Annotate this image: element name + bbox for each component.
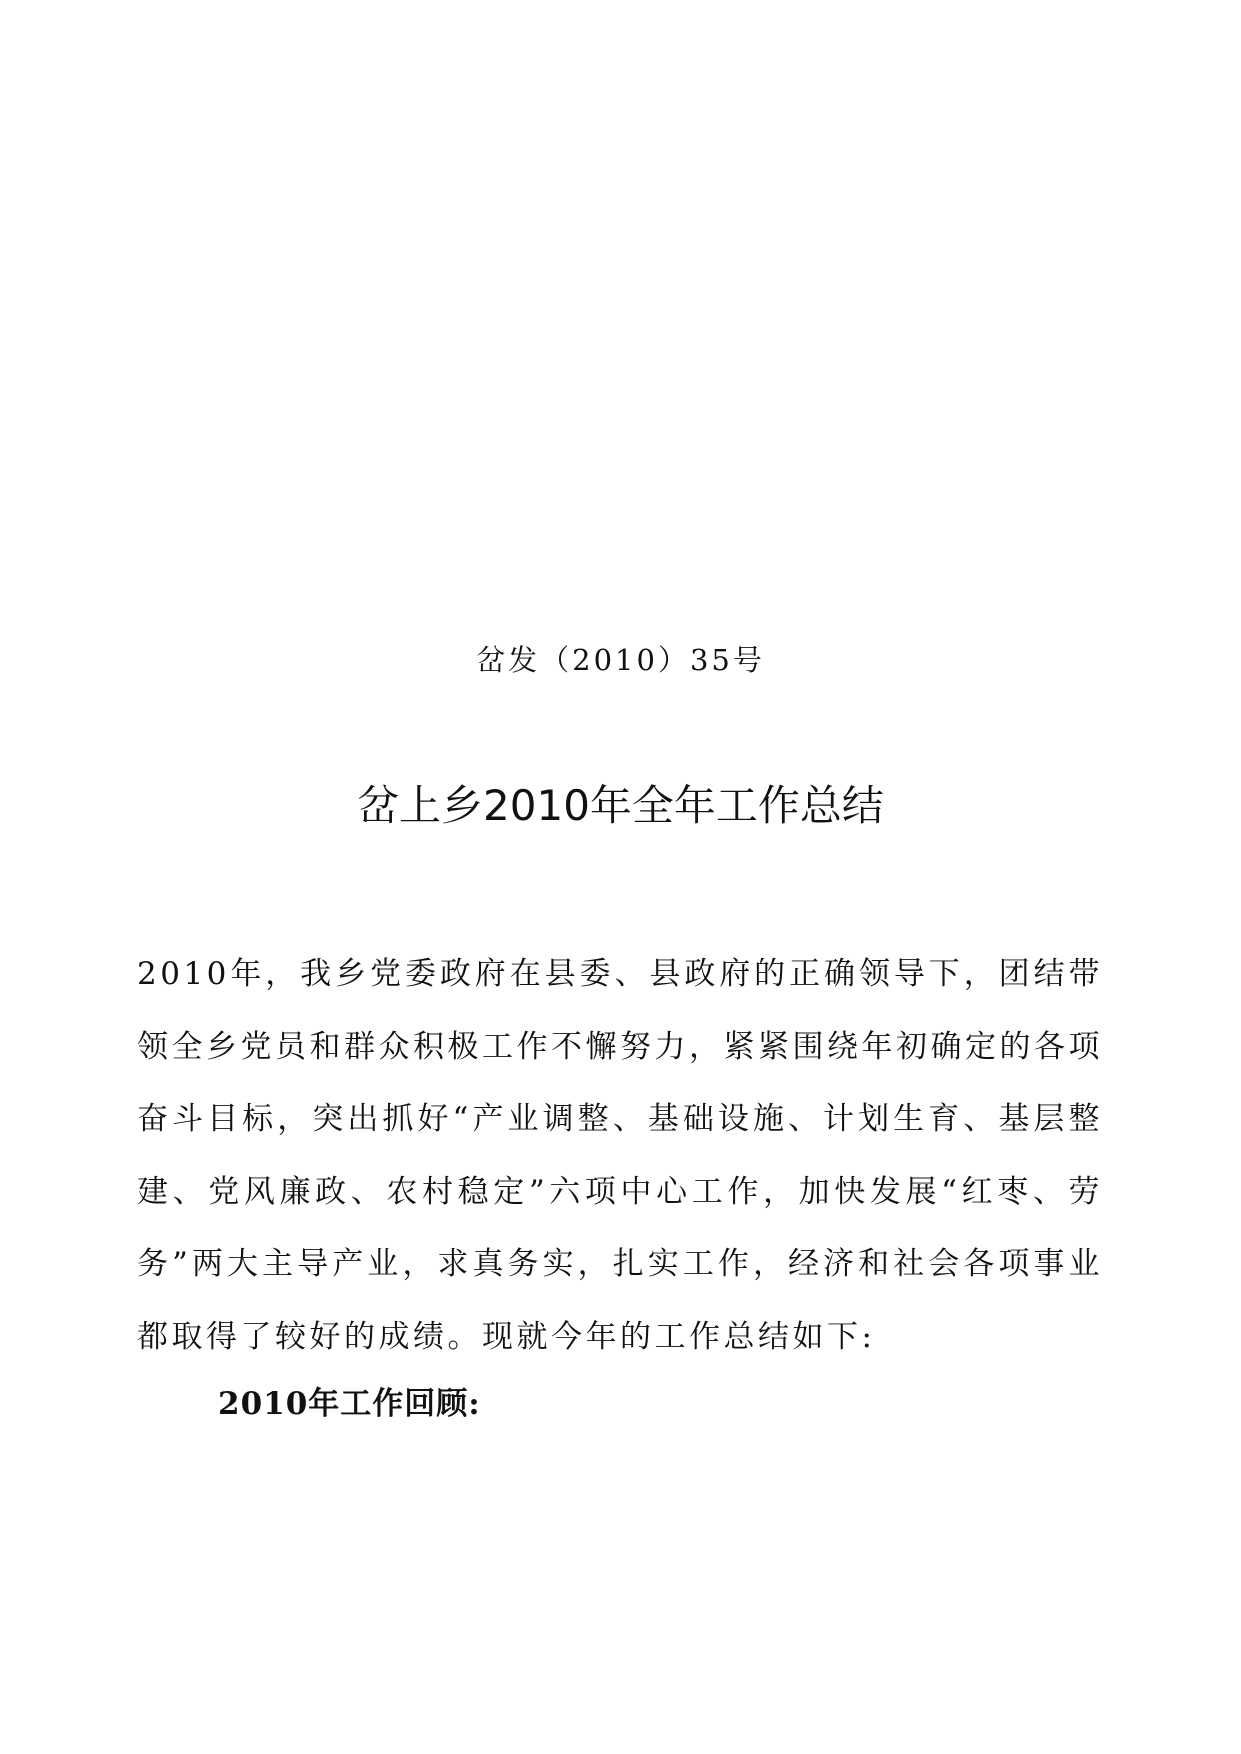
document-number: 岔发（2010）35号: [476, 643, 765, 677]
section-heading: 2010年工作回顾:: [218, 1386, 481, 1422]
document-title: 岔上乡2010年全年工作总结: [357, 781, 884, 830]
intro-paragraph: 2010年，我乡党委政府在县委、县政府的正确领导下，团结带领全乡党员和群众积极工作不懈努力，紧紧围绕年初确定的各项奋斗目标，突出抓好“产业调整、基础设施、计划生育、基层整建、党风廉政、农村稳定”六项中心工作，加快发展“红枣、劳务”两大主导产业，求真务实，扎实工作，经济和社会各项事业都取得了较好的成绩。现就今年的工作总结如下:: [137, 956, 1103, 1355]
